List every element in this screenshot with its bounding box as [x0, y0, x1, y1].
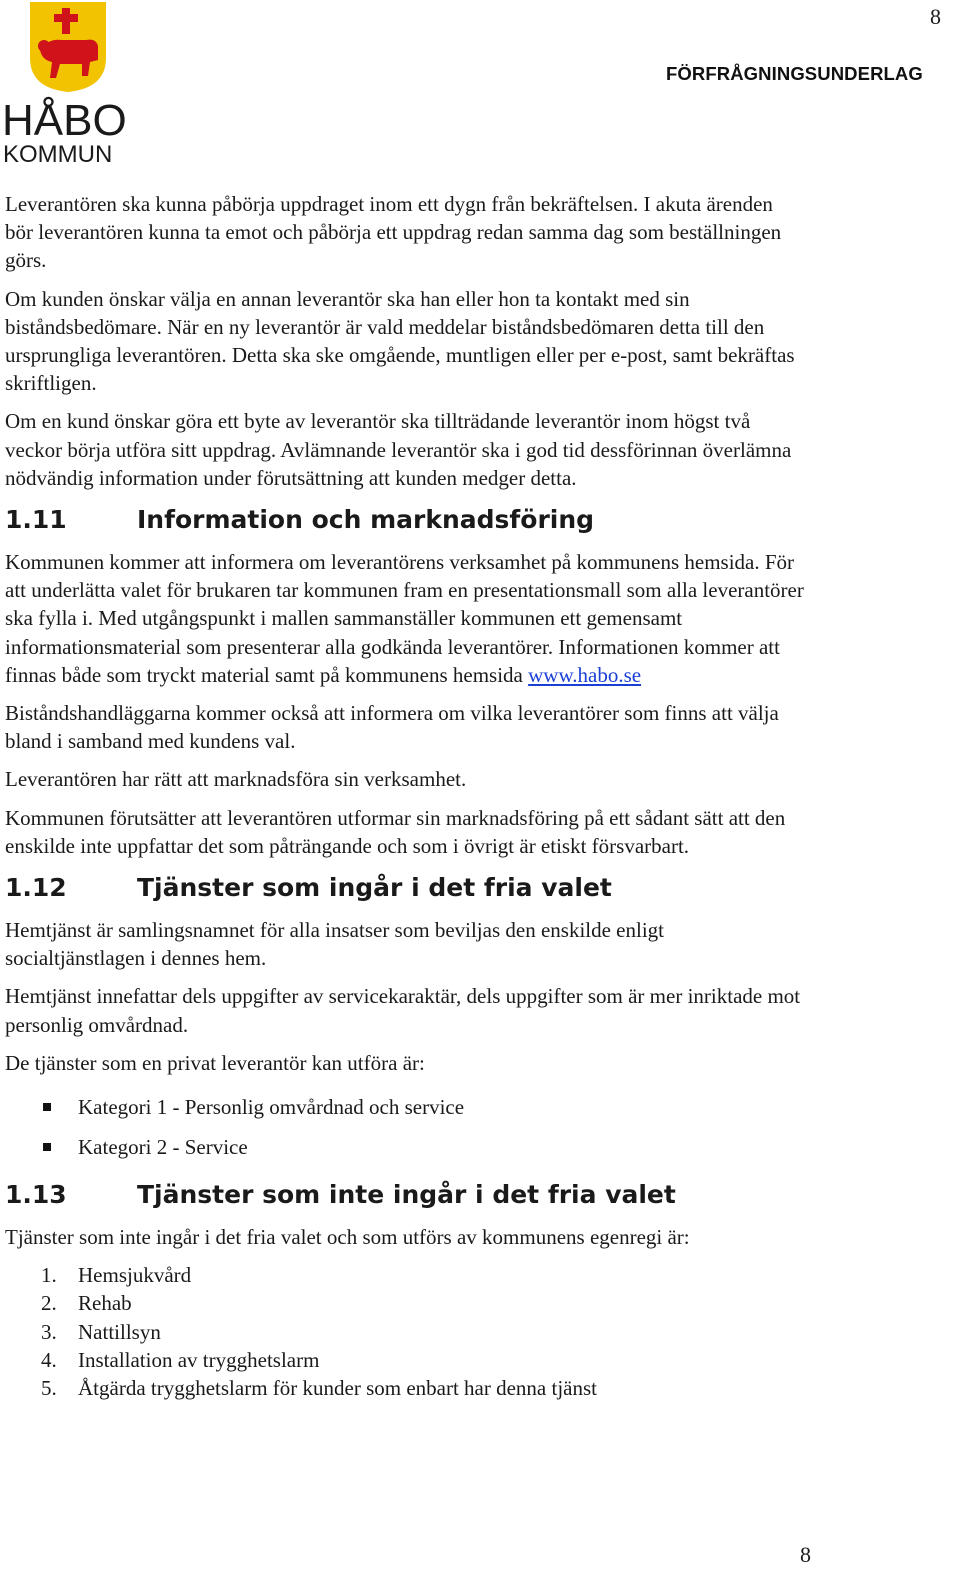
document-body [5, 190, 805, 1402]
list-item: 5. Åtgärda trygghetslarm för kunder som enbart har denna tjänst [41, 1376, 598, 1401]
list-item: 1. Hemsjukvård [41, 1263, 192, 1288]
list-item: 3. Nattillsyn [41, 1319, 161, 1344]
section-1-11-paragraph-3: Leverantören har rätt att marknadsföra sin verksamhet. [5, 767, 467, 792]
section-title: Information och marknadsföring [137, 505, 595, 535]
section-1-12-paragraph-1: Hemtjänst är samlingsnamnet för alla insatser som beviljas den enskilde enligt socialtjänstlagen i dennes hem. [5, 918, 665, 971]
section-number: 1.11 [5, 505, 67, 535]
intro-paragraph-1: Leverantören ska kunna påbörja uppdraget inom ett dygn från bekräftelsen. I akuta ärenden bör leverantören kunna ta emot och påbörja ett uppdrag redan samma dag som beställningen görs. [5, 192, 782, 273]
excluded-services-list [5, 1261, 805, 1402]
section-number: 1.12 [5, 873, 67, 903]
list-item: Kategori 2 - Service [5, 1127, 805, 1167]
page-number-bottom: 8 [800, 1542, 811, 1567]
section-1-12-paragraph-2: Hemtjänst innefattar dels uppgifter av servicekaraktär, dels uppgifter som är mer inriktade mot personlig omvårdnad. [5, 984, 801, 1037]
intro-paragraph-2: Om kunden önskar välja en annan leverantör ska han eller hon ta kontakt med sin biståndsbedömare. När en ny leverantör är vald meddelar biståndsbedömaren detta till den ursprungliga leverantören. Detta ska ske omgående, muntligen eller per e-post, samt bekräftas skriftligen. [5, 286, 795, 396]
section-title: Tjänster som ingår i det fria valet [137, 873, 612, 903]
habo-website-link[interactable]: www.habo.se [528, 662, 642, 687]
svg-text:HÅBO: HÅBO [2, 96, 127, 145]
section-heading-1-13 [5, 1179, 805, 1211]
intro-paragraph-3: Om en kund önskar göra ett byte av leverantör ska tillträdande leverantör inom högst två veckor börja utföra sitt uppdrag. Avlämnande leverantör ska i god tid dessförinnan överlämna nödvändig information under förutsättning att kunden medger detta. [5, 409, 792, 490]
list-item: 2. Rehab [41, 1291, 132, 1316]
section-1-12-paragraph-3: De tjänster som en privat leverantör kan utföra är: [5, 1050, 425, 1075]
section-number: 1.13 [5, 1180, 67, 1210]
svg-text:KOMMUN: KOMMUN [3, 141, 113, 168]
page-number-top: 8 [930, 4, 941, 29]
section-1-11-paragraph-2: Biståndshandläggarna kommer också att informera om vilka leverantörer som finns att välja bland i samband med kundens val. [5, 701, 779, 754]
list-item: Kategori 1 - Personlig omvårdnad och service [5, 1087, 805, 1127]
section-heading-1-12 [5, 872, 805, 904]
document-type-label: FÖRFRÅGNINGSUNDERLAG [666, 63, 923, 84]
section-1-13-paragraph-1: Tjänster som inte ingår i det fria valet och som utförs av kommunens egenregi är: [5, 1225, 690, 1250]
section-1-11-paragraph-4: Kommunen förutsätter att leverantören utformar sin marknadsföring på ett sådant sätt att den enskilde inte uppfattar det som påträngande och som i övrigt är etiskt försvarbart. [5, 805, 786, 858]
list-item: 4. Installation av trygghetslarm [41, 1347, 320, 1372]
square-bullet-icon [43, 1103, 51, 1111]
section-heading-1-11 [5, 504, 805, 536]
square-bullet-icon [43, 1143, 51, 1151]
section-title: Tjänster som inte ingår i det fria valet [137, 1180, 676, 1210]
habo-kommun-logo [0, 0, 140, 170]
service-category-list [5, 1087, 805, 1167]
section-1-11-paragraph-1: Kommunen kommer att informera om leverantörens verksamhet på kommunens hemsida. För att underlätta valet för brukaren tar kommunen fram en presentationsmall som alla leverantörer ska fylla i. Med utgångspunkt i mallen sammanställer kommunen ett gemensamt informationsmaterial som presenterar alla godkända leverantörer. Informationen kommer att finnas både som tryckt material samt på kommunens hemsida www.habo.se [5, 550, 804, 687]
